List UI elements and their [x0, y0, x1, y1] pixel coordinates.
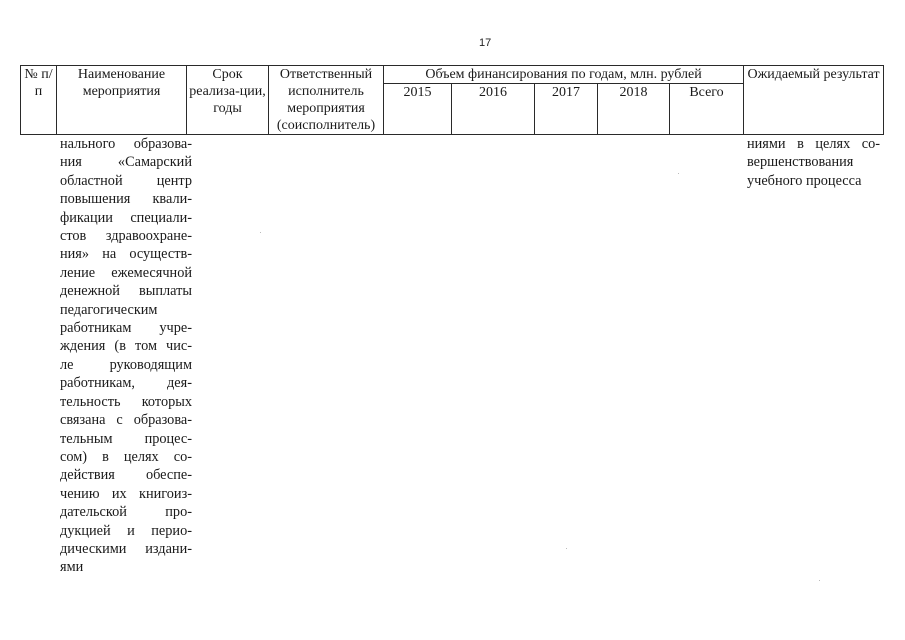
measure-name-text — [60, 135, 192, 577]
expected-result-line: вершенствования — [747, 154, 854, 171]
header-name: Наименование мероприятия — [57, 66, 187, 135]
measure-name-line: дательской про- — [60, 504, 192, 521]
page-number: 17 — [479, 37, 492, 49]
header-number: № п/п — [21, 66, 57, 135]
header-funding: Объем финансирования по годам, млн. рублей — [384, 66, 744, 84]
measure-name-line: областной центр — [60, 172, 192, 189]
measure-name-line: тельным процес- — [60, 430, 192, 447]
header-year-2018: 2018 — [598, 84, 670, 135]
header-year-2017: 2017 — [535, 84, 598, 135]
header-total: Всего — [670, 84, 744, 135]
measure-name-line: дическими издани- — [60, 540, 192, 557]
measure-name-line: стов здравоохране- — [60, 228, 192, 245]
expected-result-text — [747, 135, 880, 190]
measure-name-line: ле руководящим — [60, 356, 192, 373]
header-result: Ожидаемый результат — [744, 66, 884, 135]
expected-result-line: учебного процесса — [747, 172, 862, 189]
measure-name-line: денежной выплаты — [60, 283, 192, 300]
measure-name-line: ями — [60, 559, 84, 576]
measure-name-line: педагогическим — [60, 301, 158, 318]
header-responsible: Ответственный исполнитель мероприятия (соисполнитель) — [269, 66, 384, 135]
table-header — [20, 65, 884, 135]
measure-name-line: ление ежемесячной — [60, 264, 192, 281]
measure-name-line: нального образова- — [60, 136, 192, 152]
measure-name-line: работникам, дея- — [60, 375, 192, 392]
header-year-2015: 2015 — [384, 84, 452, 135]
measure-name-line: тельность которых — [60, 393, 192, 410]
measure-name-line: связана с образова- — [60, 412, 192, 429]
measure-name-line: фикации специали- — [60, 209, 192, 226]
measure-name-line: ждения (в том чис- — [60, 338, 192, 355]
measure-name-line: работникам учре- — [60, 320, 192, 337]
measure-name-line: действия обеспе- — [60, 467, 192, 484]
expected-result-line: ниями в целях со- — [747, 136, 880, 152]
measure-name-line: сом) в целях со- — [60, 448, 192, 465]
header-term: Срок реализа-ции, годы — [187, 66, 269, 135]
measure-name-line: ния «Самарский — [60, 154, 192, 171]
measure-name-line: повышения квали- — [60, 191, 192, 208]
measure-name-line: дукцией и перио- — [60, 522, 192, 539]
header-year-2016: 2016 — [452, 84, 535, 135]
measure-name-line: чению их книгоиз- — [60, 485, 192, 502]
measure-name-line: ния» на осуществ- — [60, 246, 192, 263]
